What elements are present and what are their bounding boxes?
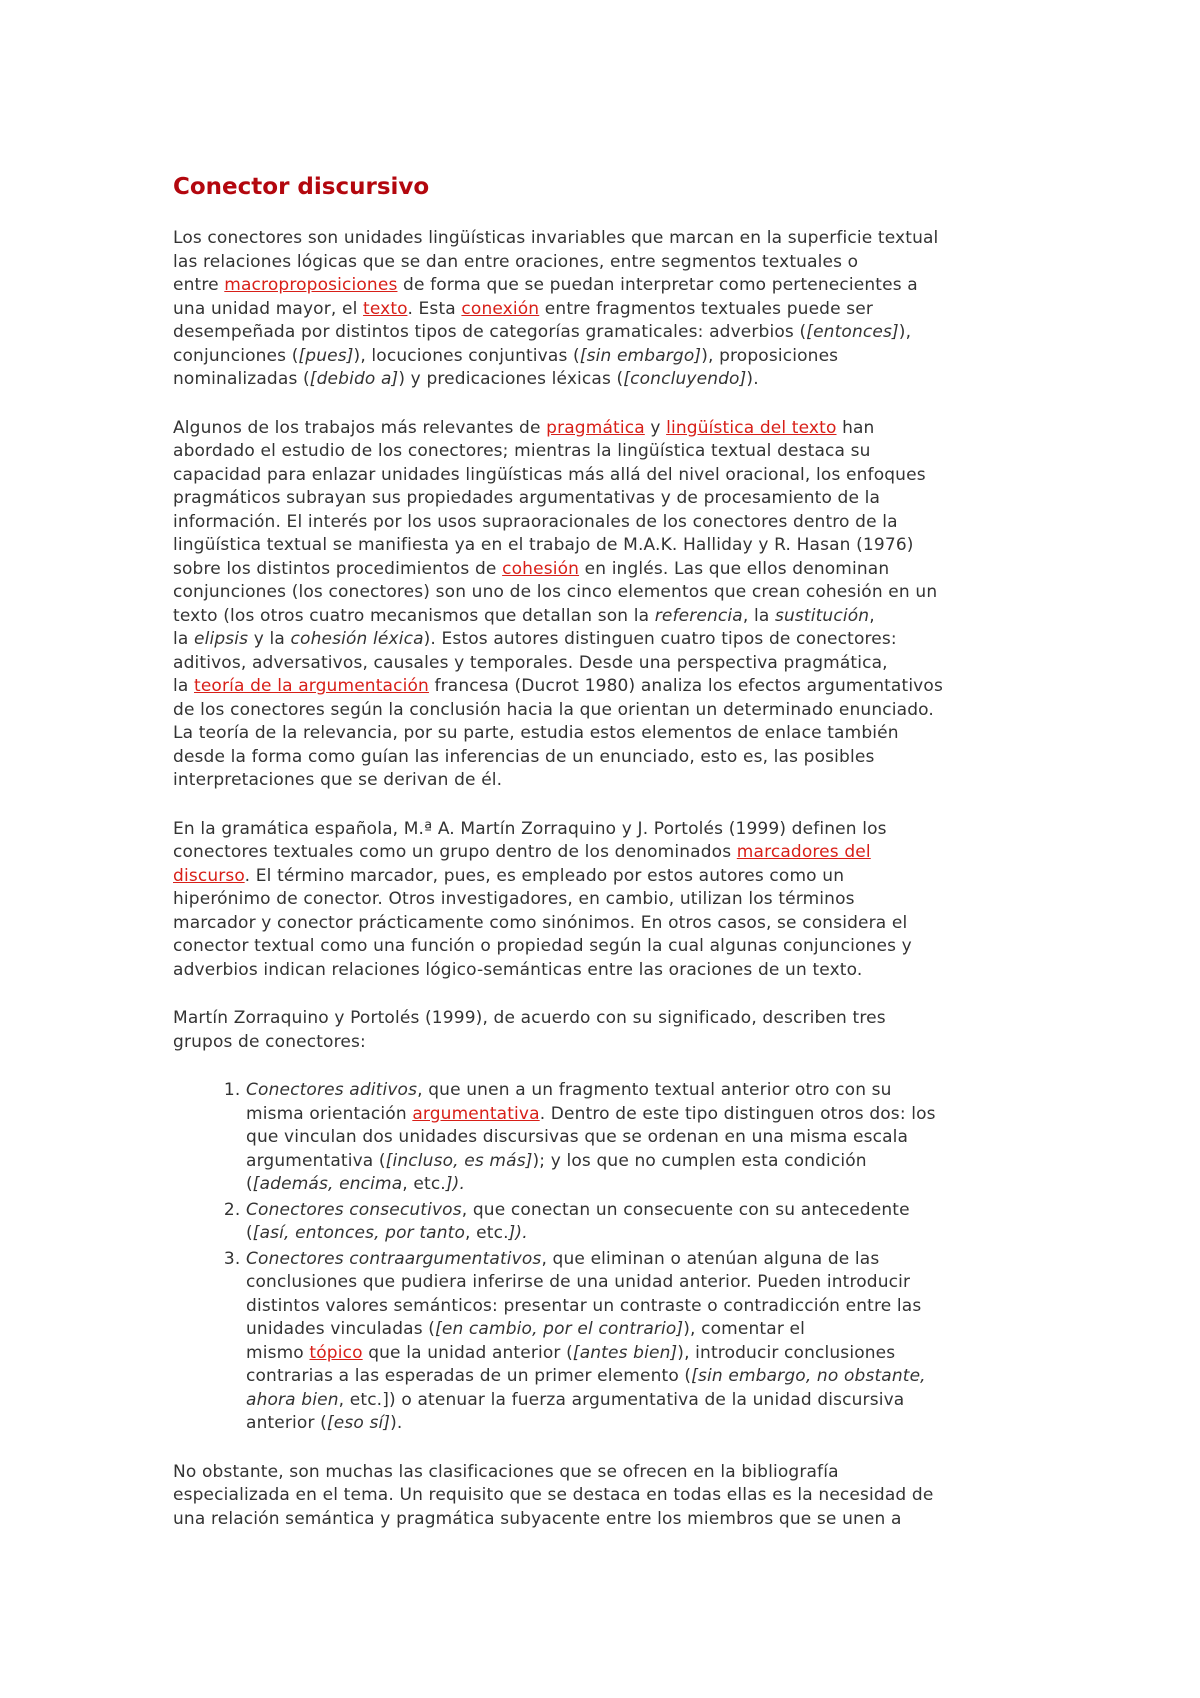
text-line: conector textual como una función o propiedad según la cual algunas conjunciones y [173, 936, 912, 956]
text-line: interpretaciones que se derivan de él. [173, 770, 503, 790]
text-line: conjunciones (los conectores) son uno de los cinco elementos que crean cohesión en un [173, 582, 938, 602]
text-line: sobre los distintos procedimientos de cohesión en inglés. Las que ellos denominan [173, 558, 890, 579]
text-line: hiperónimo de conector. Otros investigadores, en cambio, utilizan los términos [173, 889, 855, 909]
text-line: Martín Zorraquino y Portolés (1999), de acuerdo con su significado, describen tres [173, 1008, 886, 1028]
term-text: Conectores consecutivos [246, 1199, 462, 1220]
text-line: ([además, encima, etc.]). [246, 1174, 465, 1194]
example-text: ahora bien [246, 1389, 339, 1410]
text-line: una unidad mayor, el texto. Esta conexión entre fragmentos textuales puede ser [173, 298, 874, 319]
text-line: ahora bien, etc.]) o atenuar la fuerza argumentativa de la unidad discursiva [246, 1389, 905, 1410]
text-line: mismo tópico que la unidad anterior ([antes bien]), introducir conclusiones [246, 1342, 896, 1363]
example-text: ]). [445, 1174, 465, 1194]
link-pragmatica[interactable]: pragmática [546, 417, 645, 438]
link-topico[interactable]: tópico [309, 1342, 363, 1363]
text-line: desde la forma como guían las inferencias de un enunciado, esto es, las posibles [173, 746, 875, 767]
text-line: aditivos, adversativos, causales y temporales. Desde una perspectiva pragmática, [173, 652, 888, 673]
text-line: texto (los otros cuatro mecanismos que detallan son la referencia, la sustitución, [173, 605, 875, 626]
text-line: 1. Conectores aditivos, que unen a un fragmento textual anterior otro con su [246, 1080, 892, 1100]
example-text: [entonces] [806, 322, 899, 342]
text-line: Los conectores son unidades lingüísticas invariables que marcan en la superficie textual [173, 228, 939, 248]
text-line: lingüística textual se manifiesta ya en el trabajo de M.A.K. Halliday y R. Hasan (1976) [173, 535, 914, 555]
example-text: [en cambio, por el contrario] [435, 1319, 684, 1339]
text-line: entre macroproposiciones de forma que se puedan interpretar como pertenecientes a [173, 275, 918, 295]
text-line: desempeñada por distintos tipos de categorías gramaticales: adverbios ([entonces]), [173, 322, 912, 342]
paragraph-groups-intro [173, 1007, 1080, 1054]
text-line: 3. Conectores contraargumentativos, que eliminan o atenúan alguna de las [246, 1248, 880, 1269]
paragraph-spanish-grammar [173, 818, 1080, 983]
text-line: Algunos de los trabajos más relevantes de pragmática y lingüística del texto han [173, 417, 875, 438]
text-line: distintos valores semánticos: presentar un contraste o contradicción entre las [246, 1295, 922, 1316]
text-line: de los conectores según la conclusión hacia la que orientan un determinado enunciado. [173, 699, 934, 720]
link-linguistica-del-texto[interactable]: lingüística del texto [666, 417, 837, 438]
text-line: grupos de conectores: [173, 1031, 366, 1052]
example-text: [así, entonces, por tanto [252, 1223, 466, 1243]
page-title: Conector discursivo [173, 174, 430, 200]
text-line: abordado el estudio de los conectores; mientras la lingüística textual destaca su [173, 441, 871, 461]
text-line: las relaciones lógicas que se dan entre oraciones, entre segmentos textuales o [173, 251, 859, 272]
text-line: argumentativa ([incluso, es más]); y los que no cumplen esta condición [246, 1150, 867, 1171]
link-conexion[interactable]: conexión [461, 298, 540, 319]
term-text: cohesión léxica [290, 629, 424, 649]
connector-types-list [173, 1079, 1080, 1436]
example-text: ]). [508, 1223, 528, 1243]
example-text: [concluyendo] [623, 369, 747, 389]
list-item [246, 1079, 1080, 1197]
example-text: [antes bien] [572, 1342, 678, 1363]
text-line: adverbios indican relaciones lógico-semánticas entre las oraciones de un texto. [173, 959, 863, 980]
text-line: unidades vinculadas ([en cambio, por el contrario]), comentar el [246, 1319, 805, 1339]
text-line: la elipsis y la cohesión léxica). Estos autores distinguen cuatro tipos de conectores: [173, 629, 897, 649]
list-item [246, 1248, 1080, 1436]
term-text: Conectores contraargumentativos [246, 1248, 542, 1269]
text-line: especializada en el tema. Un requisito que se destaca en todas ellas es la necesidad de [173, 1485, 934, 1505]
text-line: anterior ([eso sí]). [246, 1413, 403, 1433]
paragraph-classifications [173, 1461, 1080, 1532]
example-text: [sin embargo, no obstante, [691, 1366, 926, 1386]
paragraph-studies [173, 417, 1080, 793]
example-text: [eso sí] [326, 1413, 391, 1433]
example-text: [debido a] [309, 369, 399, 389]
link-marcadores-del-discurso[interactable]: marcadores del [736, 842, 871, 862]
text-line: discurso. El término marcador, pues, es empleado por estos autores como un [173, 865, 845, 886]
term-text: sustitución [774, 605, 870, 626]
text-line: capacidad para enlazar unidades lingüísticas más allá del nivel oracional, los enfoques [173, 464, 926, 485]
example-text: [además, encima [252, 1174, 403, 1194]
text-line: conjunciones ([pues]), locuciones conjuntivas ([sin embargo]), proposiciones [173, 345, 839, 366]
term-text: Conectores aditivos [246, 1080, 418, 1100]
text-line: contrarias a las esperadas de un primer elemento ([sin embargo, no obstante, [246, 1366, 926, 1386]
paragraph-intro [173, 227, 1080, 392]
text-line: información. El interés por los usos supraoracionales de los conectores dentro de la [173, 511, 898, 532]
text-line: conectores textuales como un grupo dentro de los denominados marcadores del [173, 842, 871, 862]
text-line: marcador y conector prácticamente como sinónimos. En otros casos, se considera el [173, 912, 908, 933]
list-item [246, 1199, 1080, 1246]
example-text: [pues] [298, 345, 354, 366]
term-text: elipsis [194, 629, 249, 649]
text-line: En la gramática española, M.ª A. Martín Zorraquino y J. Portolés (1999) definen los [173, 818, 887, 839]
link-argumentativa[interactable]: argumentativa [412, 1103, 540, 1124]
link-teoria-de-la-argumentacion[interactable]: teoría de la argumentación [194, 676, 429, 696]
text-line: No obstante, son muchas las clasificaciones que se ofrecen en la bibliografía [173, 1461, 839, 1482]
text-line: misma orientación argumentativa. Dentro de este tipo distinguen otros dos: los [246, 1103, 936, 1124]
term-text: referencia [654, 605, 743, 626]
text-line: conclusiones que pudiera inferirse de una unidad anterior. Pueden introducir [246, 1272, 911, 1292]
text-line: la teoría de la argumentación francesa (Ducrot 1980) analiza los efectos argumentativos [173, 676, 943, 696]
link-cohesion[interactable]: cohesión [502, 558, 580, 579]
text-line: nominalizadas ([debido a]) y predicaciones léxicas ([concluyendo]). [173, 369, 759, 389]
link-marcadores-del-discurso[interactable]: discurso [173, 865, 245, 886]
link-macroproposiciones[interactable]: macroproposiciones [224, 275, 398, 295]
example-text: [incluso, es más] [385, 1150, 533, 1171]
text-line: La teoría de la relevancia, por su parte, estudia estos elementos de enlace también [173, 723, 899, 743]
text-line: 2. Conectores consecutivos, que conectan un consecuente con su antecedente [246, 1199, 910, 1220]
text-line: ([así, entonces, por tanto, etc.]). [246, 1223, 528, 1243]
text-line: una relación semántica y pragmática subyacente entre los miembros que se unen a [173, 1508, 902, 1529]
text-line: que vinculan dos unidades discursivas que se ordenan en una misma escala [246, 1127, 909, 1147]
text-line: pragmáticos subrayan sus propiedades argumentativas y de procesamiento de la [173, 488, 881, 508]
link-texto[interactable]: texto [363, 298, 408, 319]
example-text: [sin embargo] [579, 345, 702, 366]
